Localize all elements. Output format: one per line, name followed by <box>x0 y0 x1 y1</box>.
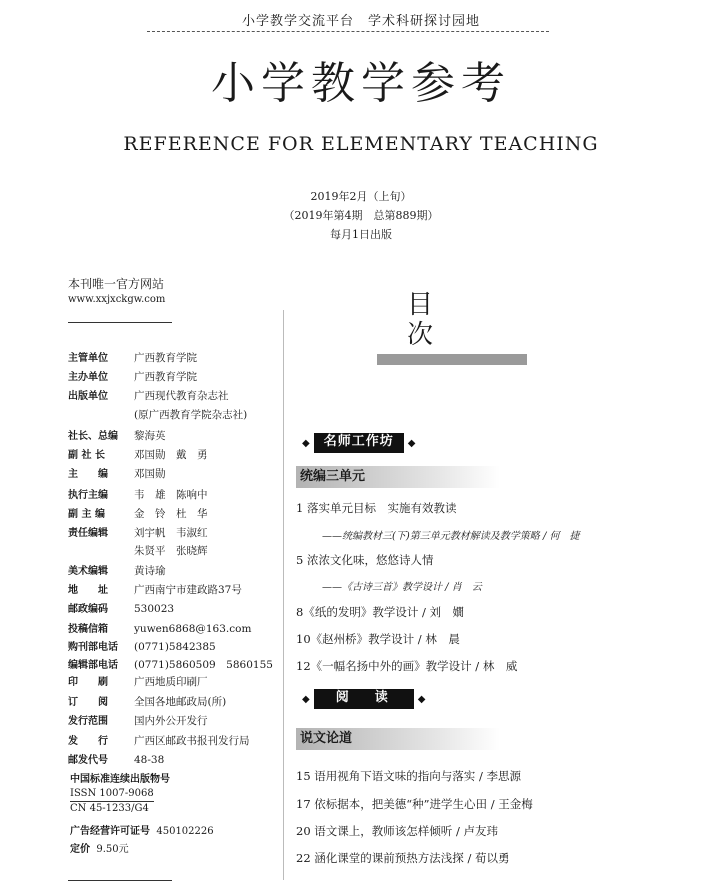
masthead-row <box>68 694 226 710</box>
masthead-row <box>68 506 208 522</box>
divider <box>68 880 172 881</box>
masthead-value: (原广西教育学院杂志社) <box>134 409 248 421</box>
toc-item[interactable]: 1 落实单元目标 实施有效教读 <box>296 501 457 515</box>
ad-license-label: 广告经营许可证号 <box>70 826 150 837</box>
issn-number: ISSN 1007-9068 <box>70 788 154 799</box>
column-divider <box>283 310 284 880</box>
section-heading: 说文论道 <box>296 728 500 750</box>
masthead-row <box>68 674 208 690</box>
masthead-value: 广西区邮政书报刊发行局 <box>134 735 250 747</box>
dotted-divider <box>147 31 549 32</box>
website-url[interactable]: www.xxjxckgw.com <box>68 294 166 305</box>
column-heading <box>298 690 429 708</box>
journal-title-cn: 小学教学参考 <box>211 58 511 109</box>
journal-title-en: REFERENCE FOR ELEMENTARY TEACHING <box>123 133 599 155</box>
toc-item[interactable]: 8《纸的发明》教学设计 / 刘 嫺 <box>296 605 465 619</box>
section-heading: 统编三单元 <box>296 466 500 488</box>
masthead-row <box>68 713 208 729</box>
masthead-value: 广西教育学院 <box>134 352 197 364</box>
cn-number: CN 45-1233/G4 <box>70 803 149 814</box>
toc-subtitle: ——《古诗三首》教学设计 / 肖 云 <box>322 582 482 593</box>
toc-item[interactable]: 15 语用视角下语文味的指向与落实 / 李思源 <box>296 769 521 783</box>
masthead-label: 购刊部电话 <box>68 642 118 653</box>
column-title: 阅读 <box>314 689 414 709</box>
diamond-icon: ◆ <box>302 437 310 449</box>
masthead-value[interactable]: yuwen6868@163.com <box>134 623 252 635</box>
masthead-value: 黎海英 <box>134 430 166 442</box>
masthead-row <box>68 487 208 503</box>
masthead-label: 副 主 编 <box>68 509 105 520</box>
masthead-value: 朱贤平 张晓辉 <box>134 545 208 557</box>
masthead-label: 责任编辑 <box>68 528 108 539</box>
toc-subtitle: ——统编教材三(下)第三单元教材解读及教学策略 / 何 捷 <box>322 531 580 542</box>
masthead-row <box>68 752 164 768</box>
masthead-value: 48-38 <box>134 754 165 766</box>
masthead-row <box>68 428 166 444</box>
tagline: 小学教学交流平台 学术科研探讨园地 <box>241 14 480 29</box>
masthead-label: 主 编 <box>68 469 108 480</box>
publish-frequency: 每月1日出版 <box>330 228 392 241</box>
masthead-value: 530023 <box>134 603 175 615</box>
price-label: 定价 <box>70 844 90 855</box>
masthead-value: 广西现代教育杂志社 <box>134 390 229 402</box>
masthead-row <box>68 388 229 404</box>
diamond-icon: ◆ <box>407 437 416 449</box>
toc-item[interactable]: 5 浓浓文化味，悠悠诗人情 <box>296 553 434 567</box>
masthead-label: 邮发代号 <box>68 755 108 766</box>
masthead-value: 韦 雄 陈响中 <box>134 489 208 501</box>
masthead-value: 刘宇帆 韦淑红 <box>134 527 208 539</box>
toc-item[interactable]: 12《一幅名扬中外的画》教学设计 / 林 威 <box>296 659 518 673</box>
masthead-value: 邓国勋 <box>134 468 166 480</box>
masthead-label: 印 刷 <box>68 677 108 688</box>
masthead-label: 订 阅 <box>68 697 108 708</box>
masthead-label: 投稿信箱 <box>68 624 108 635</box>
contents-title-block <box>377 290 527 365</box>
masthead-label: 主管单位 <box>68 353 108 364</box>
price <box>70 840 129 855</box>
diamond-icon: ◆ <box>417 693 426 705</box>
ad-license-value: 450102226 <box>156 826 214 837</box>
masthead-label: 副 社 长 <box>68 450 105 461</box>
masthead-row <box>68 639 216 655</box>
masthead-row <box>68 582 242 598</box>
masthead-value: 黄诗瑜 <box>134 565 166 577</box>
masthead-row <box>68 350 197 366</box>
masthead-value: 广西教育学院 <box>134 371 197 383</box>
diamond-icon: ◆ <box>302 693 310 705</box>
toc-item[interactable]: 17 依标据本，把美德“种”进学生心田 / 王金梅 <box>296 797 533 811</box>
issue-number: （2019年第4期 总第889期） <box>283 209 439 222</box>
masthead-value: (0771)5860509 5860155 <box>134 659 273 671</box>
masthead-row <box>68 601 174 617</box>
contents-title-bar <box>377 354 527 365</box>
toc-item[interactable]: 20 语文课上，教师该怎样倾听 / 卢友玮 <box>296 824 498 838</box>
masthead-value: 金 铃 杜 华 <box>134 508 208 520</box>
masthead-row <box>68 733 250 749</box>
column-heading <box>298 434 419 452</box>
ad-license <box>70 822 214 837</box>
contents-title: 目 次 <box>407 290 504 350</box>
issue-date: 2019年2月（上旬） <box>310 190 412 203</box>
masthead-label: 地 址 <box>68 585 108 596</box>
masthead-row <box>68 543 208 559</box>
masthead-row <box>68 369 197 385</box>
masthead-label: 编辑部电话 <box>68 660 118 671</box>
toc-item[interactable]: 10《赵州桥》教学设计 / 林 晨 <box>296 632 460 646</box>
masthead-label: 发行范围 <box>68 716 108 727</box>
masthead-value: 广西地质印刷厂 <box>134 676 208 688</box>
divider <box>68 322 172 323</box>
masthead-label: 邮政编码 <box>68 604 108 615</box>
masthead-row <box>68 657 273 673</box>
masthead-label: 主办单位 <box>68 372 108 383</box>
price-value: 9.50元 <box>96 844 129 855</box>
masthead-row <box>68 563 166 579</box>
masthead-row <box>68 621 251 637</box>
masthead-value: 国内外公开发行 <box>134 715 208 727</box>
masthead-value: (0771)5842385 <box>134 641 216 653</box>
masthead-row <box>68 466 166 482</box>
masthead-row <box>68 525 208 541</box>
masthead-value: 邓国勋 戴 勇 <box>134 449 208 461</box>
issn-divider <box>70 801 154 802</box>
column-title: 名师工作坊 <box>314 433 404 453</box>
toc-item[interactable]: 22 涵化课堂的课前预热方法浅探 / 荀以勇 <box>296 851 510 865</box>
masthead-value: 全国各地邮政局(所) <box>134 696 227 708</box>
website-label: 本刊唯一官方网站 <box>68 277 165 291</box>
masthead-label: 发 行 <box>68 736 108 747</box>
masthead-label: 社长、总编 <box>68 431 118 442</box>
masthead-label: 出版单位 <box>68 391 108 402</box>
masthead-value: 广西南宁市建政路37号 <box>134 584 242 596</box>
masthead-label: 执行主编 <box>68 490 108 501</box>
serial-heading: 中国标准连续出版物号 <box>70 774 170 785</box>
masthead-row <box>68 447 208 463</box>
masthead-row <box>68 407 247 423</box>
masthead-label: 美术编辑 <box>68 566 108 577</box>
